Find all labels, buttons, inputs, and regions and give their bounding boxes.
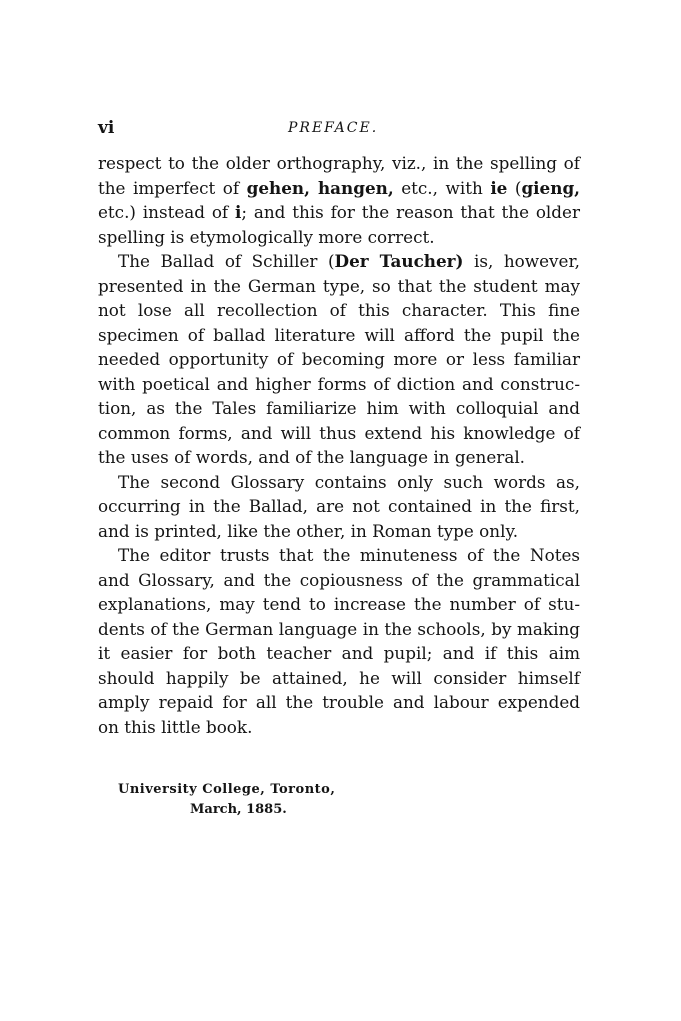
text-line: amply repaid for all the trouble and labour expended: [98, 692, 580, 712]
text-line: common forms, and will thus extend his knowledge of: [98, 422, 580, 443]
text-line: The second Glossary contains only such words as,: [118, 471, 580, 492]
text-line: presented in the German type, so that the student may: [98, 275, 580, 296]
signature-institution: University College, Toronto,: [118, 782, 336, 797]
text-line: spelling is etymologically more correct.: [98, 226, 435, 247]
signature-block: [118, 780, 335, 820]
text-line: not lose all recollection of this character. This fine: [98, 300, 580, 320]
text-line: and Glossary, and the copiousness of the grammatical: [98, 569, 580, 590]
text-line: needed opportunity of becoming more or less familiar: [98, 349, 580, 369]
text-line: the imperfect of gehen, hangen, etc., with ie (gieng,: [98, 177, 581, 198]
text-line: specimen of ballad literature will afford the pupil the: [98, 324, 580, 345]
text-line: respect to the older orthography, viz., in the spelling of: [98, 153, 580, 173]
text-line: occurring in the Ballad, are not contained in the first,: [98, 496, 580, 516]
text-line: The editor trusts that the minuteness of the Notes: [118, 545, 580, 565]
text-line: dents of the German language in the schools, by making: [98, 618, 580, 639]
text-line: The Ballad of Schiller (Der Taucher) is, however,: [118, 251, 580, 271]
text-line: should happily be attained, he will consider himself: [98, 667, 580, 688]
page-number: vi: [98, 118, 115, 138]
text-line: tion, as the Tales familiarize him with colloquial and: [98, 398, 580, 418]
text-line: with poetical and higher forms of diction and construc-: [98, 373, 580, 394]
text-line: explanations, may tend to increase the number of stu-: [98, 594, 580, 614]
text-line: etc.) instead of i; and this for the reason that the older: [98, 202, 580, 222]
text-line: the uses of words, and of the language in general.: [98, 447, 526, 467]
preface-body: [98, 151, 580, 739]
text-line: on this little book.: [98, 716, 253, 737]
signature-date: March, 1885.: [190, 802, 287, 817]
running-title: PREFACE.: [288, 120, 379, 136]
text-line: it easier for both teacher and pupil; and if this aim: [98, 643, 580, 663]
page-header: [98, 118, 580, 142]
text-line: and is printed, like the other, in Roman type only.: [98, 520, 519, 541]
